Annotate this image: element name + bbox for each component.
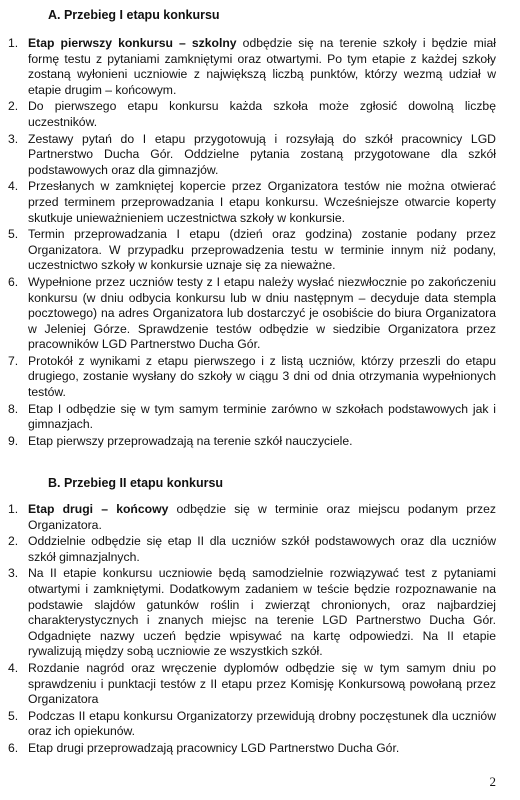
list-item-number: 8. — [8, 401, 19, 416]
list-item-number: 3. — [8, 566, 19, 581]
section-b-heading: B. Przebieg II etapu konkursu — [48, 476, 224, 490]
list-item-number: 5. — [8, 227, 19, 242]
list-item-number: 2. — [8, 99, 19, 114]
list-item-text: Podczas II etapu konkursu Organizatorzy przewidują drobny poczęstunek dla uczniów oraz ich opiekunów. — [28, 708, 496, 739]
list-item-text: Do pierwszego etapu konkursu każda szkoła może zgłosić dowolną liczbę uczestników. — [28, 99, 496, 129]
list-item-text: odbędzie się na terenie szkoły i będzie miał formę testu z pytaniami zamkniętymi oraz otwartymi. Po tym etapie z każdej szkoły zostaną wyłonieni uczniowie z największą liczbą punktów, którzy wezmą udział w etapie drugim – końcowym. — [28, 36, 496, 97]
list-item-number: 1. — [8, 36, 19, 50]
list-item — [8, 741, 496, 757]
list-item — [8, 227, 496, 274]
list-item-text: Zestawy pytań do I etapu przygotowują i rozsyłają do szkół pracownicy LGD Partnerstwo Ducha Gór. Oddzielne pytania zostaną przygotowane dla szkół podstawowych oraz dla gimnazjów. — [28, 131, 496, 177]
list-item-number: 5. — [8, 708, 19, 723]
section-a-heading: A. Przebieg I etapu konkursu — [48, 8, 220, 22]
list-item-lead: Etap drugi – końcowy — [28, 502, 169, 516]
list-item-text: Wypełnione przez uczniów testy z I etapu należy wysłać niezwłocznie po zakończeniu konkursu (w dniu odbycia konkursu lub w dniu następnym – decyduje data stempla pocztowego) na adres Organizatora lub dostarczyć je osobiście do biura Organizatora w Jeleniej Górze. Sprawdzenie testów odbędzie w siedzibie Organizatora przez pracowników LGD Partnerstwo Ducha Gór. — [28, 274, 496, 352]
section-b-list — [8, 502, 496, 758]
list-item — [8, 502, 496, 533]
list-item-text: Etap I odbędzie się w tym samym terminie zarówno w szkołach podstawowych jak i gimnazjach. — [28, 401, 496, 432]
list-item-text: Przesłanych w zamkniętej kopercie przez Organizatora testów nie można otwierać przed terminem przeprowadzania I etapu konkursu. Wcześniejsze otwarcie koperty skutkuje unieważnieniem uczestnictwa szkoły w konkursie. — [28, 179, 496, 225]
list-item-text: Na II etapie konkursu uczniowie będą samodzielnie rozwiązywać test z pytaniami otwartymi i zamkniętymi. Dodatkowym zadaniem w teście będzie rozpoznawanie na podstawie slajdów gatunków roślin i zwierząt chronionych, oraz najbardziej charakterystycznych i znanych miejsc na terenie LGD Partnerstwo Ducha Gór. Odgadnięte nazwy uczeń będzie wpisywać na kartę odpowiedzi. Na II etapie rywalizują między sobą uczniowie ze wszystkich szkół. — [28, 566, 496, 659]
list-item — [8, 402, 496, 433]
list-item-number: 1. — [8, 502, 19, 516]
list-item-number: 6. — [8, 740, 19, 755]
list-item — [8, 275, 496, 353]
list-item-text: Termin przeprowadzania I etapu (dzień oraz godzina) zostanie podany przez Organizatora. W przypadku przeprowadzenia testu w terminie innym niż podany, uczestnictwo szkoły w konkursie uznaje się za nieważne. — [28, 227, 496, 273]
list-item-lead: Etap pierwszy konkursu – szkolny — [28, 36, 237, 50]
list-item-number: 7. — [8, 353, 19, 368]
list-item-text: Protokół z wynikami z etapu pierwszego i z listą uczniów, którzy przeszli do etapu drugiego, zostanie wysłany do szkoły w ciągu 3 dni od dnia otrzymania wypełnionych testów. — [28, 353, 496, 400]
list-item-number: 2. — [8, 534, 19, 549]
list-item — [8, 434, 496, 450]
section-a-list — [8, 36, 496, 450]
list-item-number: 9. — [8, 433, 19, 448]
list-item — [8, 36, 496, 98]
list-item — [8, 179, 496, 226]
list-item-number: 4. — [8, 660, 19, 675]
list-item-text: Etap pierwszy przeprowadzają na terenie szkół nauczyciele. — [28, 433, 353, 448]
list-item-text: Etap drugi przeprowadzają pracownicy LGD Partnerstwo Ducha Gór. — [28, 740, 400, 755]
list-item — [8, 534, 496, 565]
list-item — [8, 661, 496, 708]
list-item — [8, 99, 496, 130]
list-item-number: 4. — [8, 179, 19, 194]
list-item-text: Oddzielnie odbędzie się etap II dla uczniów szkół podstawowych oraz dla uczniów szkół gimnazjalnych. — [28, 534, 496, 564]
page-number: 2 — [489, 774, 496, 789]
list-item — [8, 709, 496, 740]
list-item-text: odbędzie się w terminie oraz miejscu podanym przez Organizatora. — [28, 502, 496, 532]
list-item-number: 3. — [8, 131, 19, 146]
list-item — [8, 354, 496, 401]
list-item — [8, 566, 496, 660]
list-item — [8, 132, 496, 179]
list-item-text: Rozdanie nagród oraz wręczenie dyplomów odbędzie się w tym samym dniu po sprawdzeniu i punktacji testów z II etapu przez Komisję Konkursową powołaną przez Organizatora — [28, 660, 496, 707]
list-item-number: 6. — [8, 274, 19, 289]
